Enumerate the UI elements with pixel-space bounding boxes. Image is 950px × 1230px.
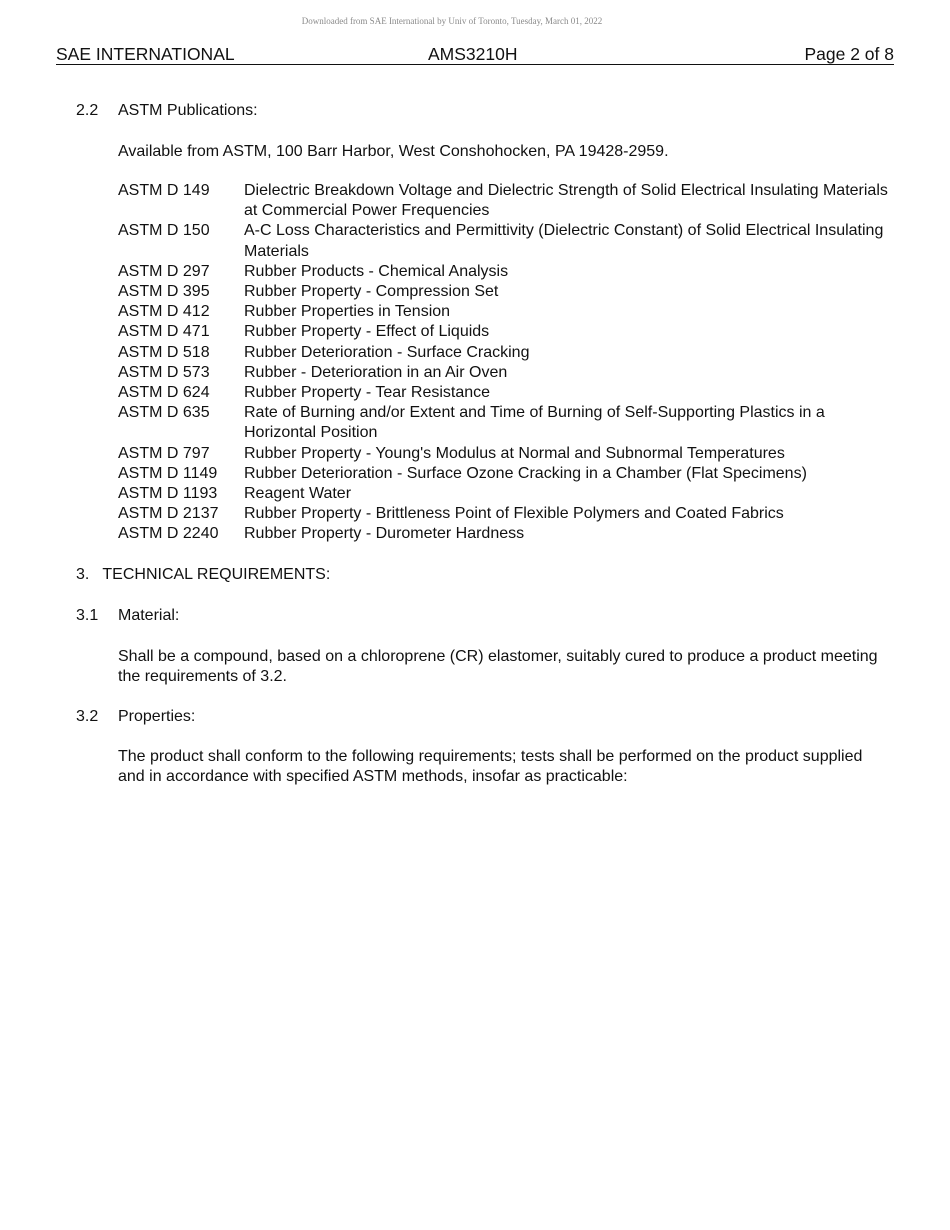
reference-title: Rubber Properties in Tension [244, 303, 451, 321]
organization-name: SAE INTERNATIONAL [56, 44, 235, 64]
page-header [56, 44, 894, 65]
reference-code: ASTM D 297 [118, 262, 210, 280]
reference-item [118, 282, 888, 302]
reference-title: Rubber Deterioration - Surface Ozone Cracking in a Chamber (Flat Specimens) [244, 464, 807, 482]
reference-title: Rubber Property - Brittleness Point of Flexible Polymers and Coated Fabrics [244, 505, 784, 523]
reference-title: Rubber Property - Durometer Hardness [244, 525, 525, 543]
reference-title: Rubber Products - Chemical Analysis [244, 262, 509, 280]
section-3-2-title: Properties: [118, 708, 196, 725]
reference-item [118, 322, 888, 342]
reference-item [118, 403, 888, 443]
reference-title: A-C Loss Characteristics and Permittivity (Dielectric Constant) of Solid Electrical Insulating Materials [244, 222, 884, 260]
reference-code: ASTM D 1149 [118, 464, 218, 482]
reference-code: ASTM D 797 [118, 444, 210, 462]
reference-code: ASTM D 2137 [118, 505, 219, 523]
reference-code: ASTM D 1193 [118, 485, 218, 503]
reference-item [118, 383, 888, 403]
reference-item [118, 464, 888, 484]
reference-code: ASTM D 518 [118, 343, 210, 361]
reference-title: Reagent Water [244, 485, 352, 503]
document-id: AMS3210H [428, 44, 518, 64]
reference-item [118, 363, 888, 383]
reference-code: ASTM D 635 [118, 404, 210, 422]
reference-title: Rubber Deterioration - Surface Cracking [244, 343, 530, 361]
section-3-1-title: Material: [118, 607, 180, 624]
section-2-2-number: 2.2 [76, 102, 99, 119]
section-3-2-number: 3.2 [76, 708, 99, 725]
reference-item [118, 484, 888, 504]
reference-title: Rubber Property - Young's Modulus at Normal and Subnormal Temperatures [244, 444, 785, 462]
reference-item [118, 221, 888, 261]
astm-reference-list [118, 181, 888, 545]
reference-code: ASTM D 471 [118, 323, 210, 341]
reference-item [118, 504, 888, 524]
reference-code: ASTM D 150 [118, 222, 210, 240]
reference-item [118, 262, 888, 282]
reference-title: Rubber Property - Compression Set [244, 283, 499, 301]
reference-item [118, 181, 888, 221]
reference-title: Dielectric Breakdown Voltage and Dielectric Strength of Solid Electrical Insulating Materials at Commercial Power Frequencies [244, 182, 888, 220]
download-watermark: Downloaded from SAE International by Univ of Toronto, Tuesday, March 01, 2022 [301, 16, 603, 26]
reference-title: Rate of Burning and/or Extent and Time of Burning of Self-Supporting Plastics in a Horizontal Position [244, 404, 825, 442]
page-number: Page 2 of 8 [804, 44, 894, 64]
astm-availability: Available from ASTM, 100 Barr Harbor, West Conshohocken, PA 19428-2959. [118, 143, 669, 160]
reference-code: ASTM D 624 [118, 384, 210, 402]
reference-title: Rubber Property - Effect of Liquids [244, 323, 490, 341]
section-2-2-title: ASTM Publications: [118, 102, 258, 119]
reference-title: Rubber - Deterioration in an Air Oven [244, 363, 508, 381]
reference-item [118, 343, 888, 363]
reference-item [118, 444, 888, 464]
section-3-2-body: The product shall conform to the following requirements; tests shall be performed on the product supplied and in accordance with specified ASTM methods, insofar as practicable: [118, 748, 863, 785]
reference-item [118, 302, 888, 322]
reference-code: ASTM D 573 [118, 363, 210, 381]
reference-code: ASTM D 412 [118, 303, 210, 321]
section-3-heading: 3. TECHNICAL REQUIREMENTS: [76, 566, 331, 583]
reference-code: ASTM D 149 [118, 182, 210, 199]
section-3-1-body: Shall be a compound, based on a chloroprene (CR) elastomer, suitably cured to produce a product meeting the requirements of 3.2. [118, 648, 878, 685]
reference-item [118, 524, 888, 544]
section-3-1-number: 3.1 [76, 607, 99, 624]
reference-code: ASTM D 395 [118, 283, 210, 301]
reference-title: Rubber Property - Tear Resistance [244, 384, 491, 402]
reference-code: ASTM D 2240 [118, 525, 219, 543]
